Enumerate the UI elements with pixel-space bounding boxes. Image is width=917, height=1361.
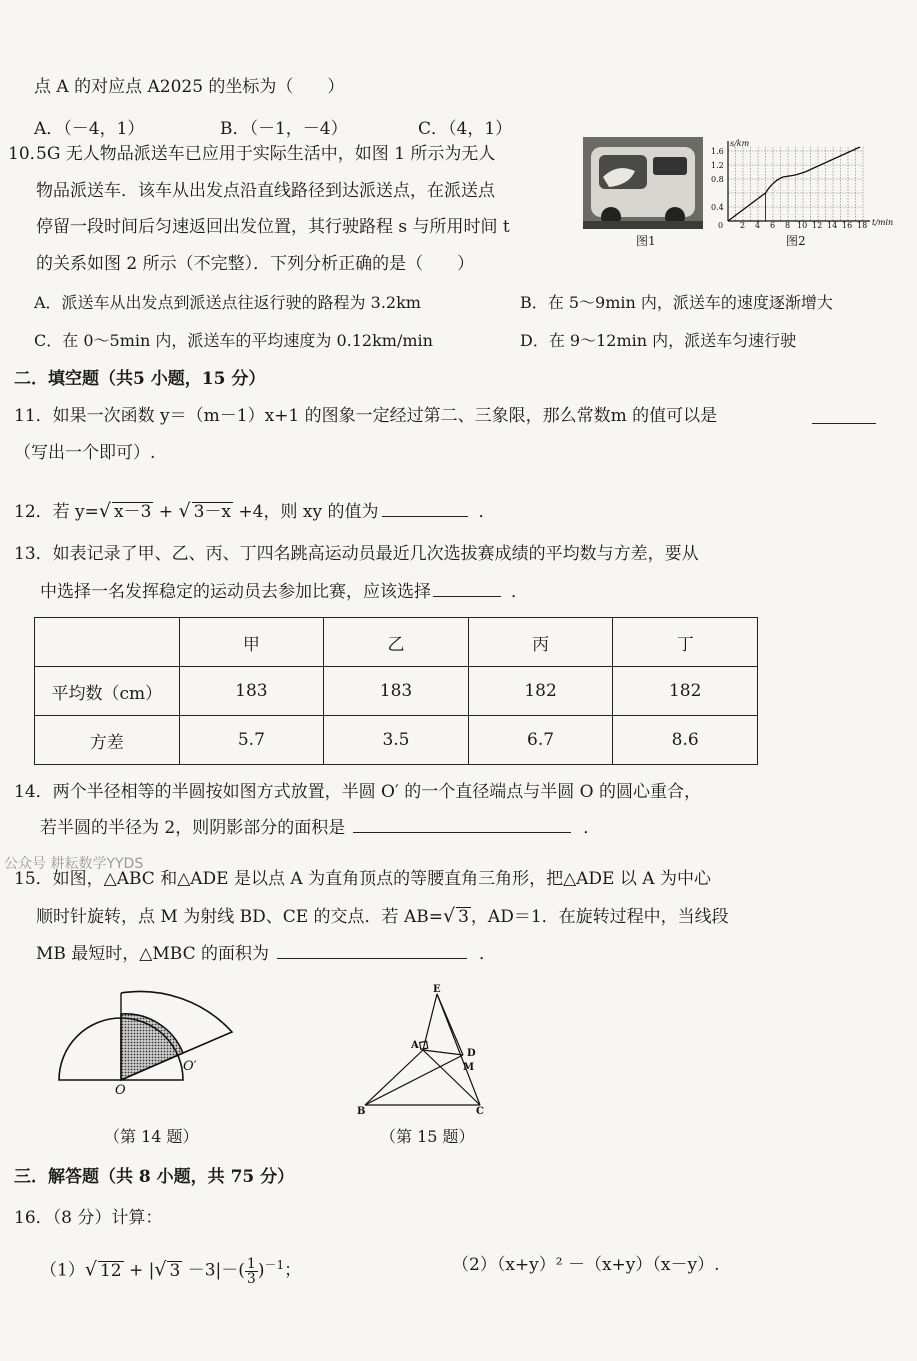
radical-sign-icon: √ (84, 1258, 97, 1281)
q9-option-c: C．（4，1） (418, 119, 513, 139)
table-cell: 3.5 (324, 716, 469, 765)
label-o: O (115, 1083, 126, 1098)
q10-line-3: 停留一段时间后匀速返回出发位置，其行驶路程 s 与所用时间 t (36, 217, 510, 237)
q10-figure1-photo (583, 137, 703, 229)
q16-p1-post: ) (257, 1260, 265, 1281)
graph-y-tick: 1.6 (711, 147, 724, 156)
q13-answer-blank[interactable] (433, 580, 501, 597)
q15-line-2-post: ，AD＝1．在旋转过程中，当线段 (470, 907, 729, 927)
q14-end: ． (583, 818, 601, 838)
q15-end: ． (479, 944, 497, 964)
q16-p1-exponent: －1 (264, 1258, 285, 1272)
q16-part-1 (40, 1250, 301, 1286)
q9-option-a: A．（－4，1） (34, 119, 145, 139)
watermark-text: 公众号 耕耘数学YYDS (4, 856, 144, 872)
q12-pre: 12．若 y= (14, 502, 99, 522)
q15-answer-blank[interactable] (277, 942, 467, 959)
q9-tail-text: 点 A 的对应点 A2025 的坐标为（ ） (34, 77, 345, 97)
line-bd (365, 1055, 463, 1105)
table-row (35, 667, 758, 716)
table-header-cell: 丁 (613, 618, 758, 667)
q16-part-2: （2）（x+y）² －（x+y）（x－y）. (452, 1255, 720, 1275)
q10-line-2: 物品派送车．该车从出发点沿直线路径到达派送点，在派送点 (36, 181, 495, 201)
q10-figure1-label: 图1 (636, 234, 656, 248)
q16-p1-fraction (245, 1257, 258, 1286)
radical-sign-icon: √ (98, 500, 111, 522)
label-e: E (433, 984, 441, 995)
radical-sign-icon: √ (154, 1258, 167, 1281)
graph-x-tick: 14 (827, 221, 838, 229)
q12-end: ． (478, 502, 496, 522)
q16-p1-radicand-2: 3 (169, 1260, 181, 1281)
q15-line-3-text: MB 最短时，△MBC 的面积为 (36, 944, 270, 964)
q10-option-a: A．派送车从出发点到派送点往返行驶的路程为 3.2km (34, 293, 421, 312)
graph-y-tick: 0.4 (711, 203, 724, 212)
q16-p1-end: ； (284, 1260, 302, 1281)
graph-x-tick: 18 (857, 221, 868, 229)
q13-score-table (34, 617, 758, 765)
q14-figure (55, 990, 245, 1100)
q16-p1-pre: （1） (40, 1260, 85, 1281)
label-c: C (476, 1106, 484, 1117)
q14-line-2 (40, 816, 600, 839)
side-ab (365, 1050, 423, 1105)
table-cell: 平均数（cm） (35, 667, 180, 716)
table-cell: 183 (324, 667, 469, 716)
q14-line-1: 14．两个半径相等的半圆按如图方式放置，半圆 O′ 的一个直径端点与半圆 O 的圆心重合， (14, 782, 701, 802)
q13-end: ． (511, 582, 528, 602)
table-cell: 6.7 (468, 716, 613, 765)
table-cell: 182 (613, 667, 758, 716)
q15-caption: （第 15 题） (380, 1127, 475, 1146)
graph-x-label: t/min (872, 218, 894, 227)
table-cell: 8.6 (613, 716, 758, 765)
table-header-cell: 丙 (468, 618, 613, 667)
q10-option-d: D．在 9～12min 内，派送车匀速行驶 (520, 331, 797, 350)
q15-radicand: 3 (458, 907, 469, 927)
q12-line (14, 500, 495, 523)
q11-answer-blank[interactable] (812, 407, 876, 424)
side-ad (423, 1050, 463, 1055)
q13-line-2-text: 中选择一名发挥稳定的运动员去参加比赛，应该选择 (40, 582, 431, 602)
q12-radicand-2: 3－x (193, 502, 231, 522)
q15-line-1: 15．如图，△ABC 和△ADE 是以点 A 为直角顶点的等腰直角三角形，把△ADE 以 A 为中心 (14, 869, 711, 889)
radical-sign-icon: √ (442, 905, 456, 927)
graph-y-label: s/km (730, 139, 750, 148)
label-a: A (411, 1040, 419, 1051)
table-cell: 方差 (35, 716, 180, 765)
table-header-cell: 乙 (324, 618, 469, 667)
table-cell: 183 (179, 667, 324, 716)
fraction-numerator: 1 (246, 1255, 256, 1272)
table-header-row (35, 618, 758, 667)
graph-x-tick: 12 (812, 221, 823, 229)
table-cell: 182 (468, 667, 613, 716)
graph-x-tick: 0 (718, 221, 724, 229)
q9-option-b: B．（－1，－4） (220, 119, 348, 139)
graph-y-tick: 0.8 (711, 175, 724, 184)
graph-x-tick: 10 (797, 221, 808, 229)
q11-line-2: （写出一个即可）. (14, 443, 156, 463)
q11-line-1: 11．如果一次函数 y＝（m－1）x+1 的图象一定经过第二、三象限，那么常数m 的值可以是 (14, 406, 718, 426)
q10-option-b: B．在 5～9min 内，派送车的速度逐渐增大 (520, 293, 833, 312)
q10-figure2-label: 图2 (786, 234, 806, 248)
table-row (35, 716, 758, 765)
q14-line-2-text: 若半圆的半径为 2，则阴影部分的面积是 (40, 818, 346, 838)
radical-sign-icon: √ (178, 500, 191, 522)
q13-line-1: 13．如表记录了甲、乙、丙、丁四名跳高运动员最近几次选拔赛成绩的平均数与方差，要从 (14, 544, 699, 564)
q12-radicand-1: x－3 (114, 502, 152, 522)
fraction-denominator: 3 (246, 1270, 256, 1287)
section3-title: 三．解答题（共 8 小题，共 75 分） (14, 1167, 295, 1187)
table-cell: 5.7 (179, 716, 324, 765)
graph-y-tick: 1.2 (711, 161, 724, 170)
q10-option-c: C．在 0～5min 内，派送车的平均速度为 0.12km/min (34, 331, 433, 350)
q10-number: 10． (8, 144, 47, 164)
label-b: B (357, 1106, 366, 1117)
graph-x-tick: 2 (740, 221, 746, 229)
graph-grid (728, 147, 863, 221)
label-o-prime: O′ (183, 1059, 197, 1074)
graph-x-tick: 6 (770, 221, 776, 229)
q12-answer-blank[interactable] (382, 500, 468, 517)
q15-figure (355, 980, 495, 1120)
q10-line-4: 的关系如图 2 所示（不完整）．下列分析正确的是（ ） (36, 254, 475, 274)
graph-x-tick: 8 (785, 221, 791, 229)
q14-answer-blank[interactable] (353, 816, 571, 833)
table-header-cell: 甲 (179, 618, 324, 667)
q16-p1-mid: + | (123, 1260, 155, 1281)
q16-p1-mid2: －3|－( (182, 1260, 245, 1281)
q13-line-2 (40, 580, 528, 603)
q15-line-3 (36, 942, 496, 965)
q10-line-1: 5G 无人物品派送车已应用于实际生活中，如图 1 所示为无人 (36, 144, 496, 164)
q15-line-2 (36, 905, 729, 928)
table-header-cell (35, 618, 180, 667)
graph-x-tick: 16 (842, 221, 853, 229)
q12-post: +4，则 xy 的值为 (232, 502, 379, 522)
graph-x-tick: 4 (755, 221, 761, 229)
label-d: D (467, 1048, 476, 1059)
label-m: M (463, 1062, 475, 1073)
q12-plus: + (153, 502, 179, 522)
q10-figure2-graph (708, 137, 898, 229)
section2-title: 二．填空题（共5 小题，15 分） (14, 369, 266, 389)
q16-p1-radicand-1: 12 (99, 1260, 122, 1281)
q14-caption: （第 14 题） (104, 1127, 199, 1146)
q15-line-2-pre: 顺时针旋转，点 M 为射线 BD、CE 的交点．若 AB= (36, 907, 443, 927)
q16-title: 16．（8 分）计算： (14, 1208, 163, 1228)
